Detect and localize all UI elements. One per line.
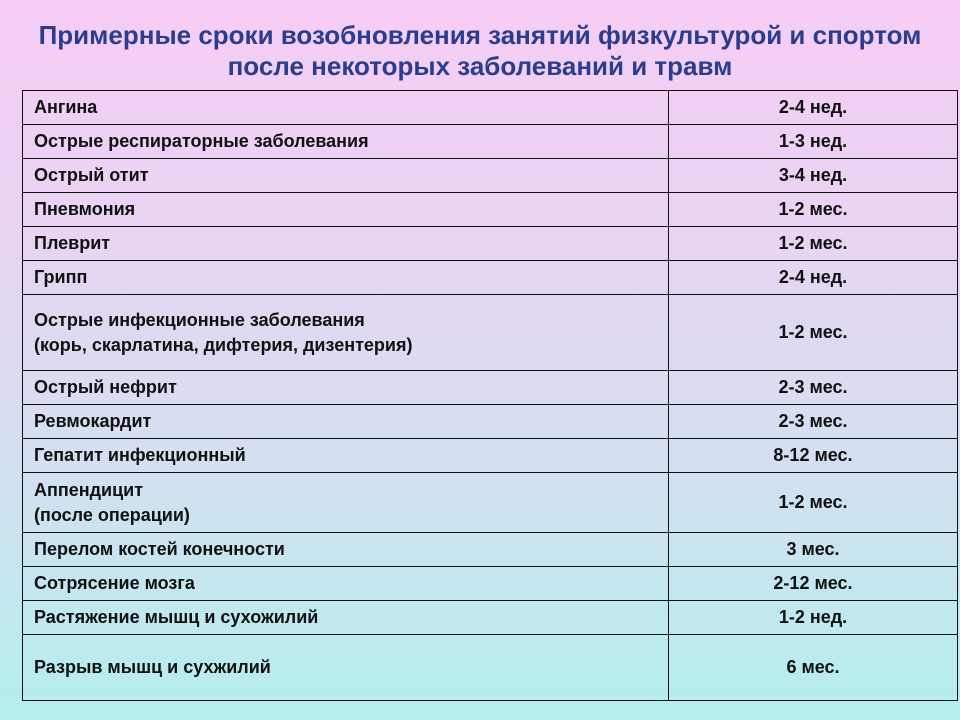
disease-cell: Плеврит <box>23 227 669 261</box>
recovery-table <box>22 90 958 701</box>
disease-cell: Острый отит <box>23 159 669 193</box>
disease-cell: Сотрясение мозга <box>23 567 669 601</box>
table-row <box>23 227 958 261</box>
duration-cell: 2-3 мес. <box>669 371 958 405</box>
disease-cell: Пневмония <box>23 193 669 227</box>
table-row <box>23 371 958 405</box>
title-line-2: после некоторых заболеваний и травм <box>227 51 733 81</box>
duration-cell: 1-3 нед. <box>669 125 958 159</box>
disease-cell: Перелом костей конечности <box>23 533 669 567</box>
duration-cell: 3-4 нед. <box>669 159 958 193</box>
duration-cell: 1-2 мес. <box>669 193 958 227</box>
table-row <box>23 533 958 567</box>
table-row <box>23 567 958 601</box>
disease-cell: Острые инфекционные заболевания (корь, скарлатина, дифтерия, дизентерия) <box>23 295 669 371</box>
table-row <box>23 295 958 371</box>
disease-cell: Растяжение мышц и сухожилий <box>23 601 669 635</box>
duration-cell: 3 мес. <box>669 533 958 567</box>
title-line-1: Примерные сроки возобновления занятий физкультурой и спортом <box>38 20 922 50</box>
duration-cell: 2-4 нед. <box>669 91 958 125</box>
duration-cell: 2-4 нед. <box>669 261 958 295</box>
table-row <box>23 405 958 439</box>
duration-cell: 6 мес. <box>669 635 958 701</box>
duration-cell: 1-2 мес. <box>669 295 958 371</box>
disease-cell: Острые респираторные заболевания <box>23 125 669 159</box>
disease-cell: Грипп <box>23 261 669 295</box>
duration-cell: 1-2 мес. <box>669 227 958 261</box>
duration-cell: 2-12 мес. <box>669 567 958 601</box>
disease-cell: Ангина <box>23 91 669 125</box>
disease-cell: Аппендицит (после операции) <box>23 473 669 533</box>
disease-cell: Острый нефрит <box>23 371 669 405</box>
table-row <box>23 601 958 635</box>
disease-cell: Ревмокардит <box>23 405 669 439</box>
table-row <box>23 159 958 193</box>
page-title <box>0 20 960 82</box>
table-row <box>23 91 958 125</box>
table-row <box>23 439 958 473</box>
table-row <box>23 635 958 701</box>
disease-cell: Гепатит инфекционный <box>23 439 669 473</box>
table-row <box>23 261 958 295</box>
table-row <box>23 193 958 227</box>
duration-cell: 1-2 нед. <box>669 601 958 635</box>
table-row <box>23 473 958 533</box>
duration-cell: 2-3 мес. <box>669 405 958 439</box>
duration-cell: 1-2 мес. <box>669 473 958 533</box>
duration-cell: 8-12 мес. <box>669 439 958 473</box>
table-row <box>23 125 958 159</box>
disease-cell: Разрыв мышц и сухжилий <box>23 635 669 701</box>
